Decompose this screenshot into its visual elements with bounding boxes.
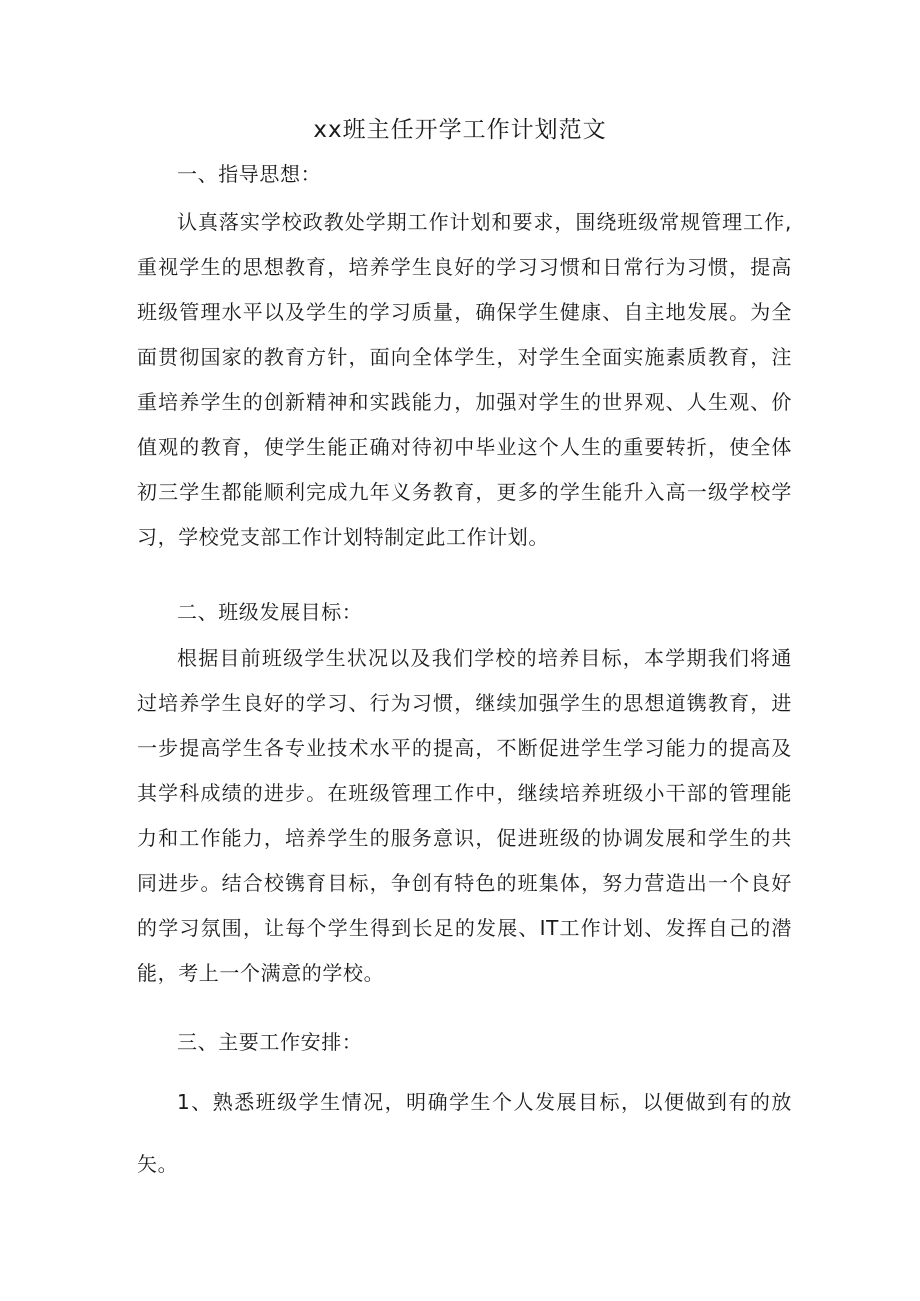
section-paragraph-guiding-ideology: 认真落实学校政教处学期工作计划和要求，围绕班级常规管理工作, 重视学生的思想教育，培养学生良好的学习习惯和日常行为习惯，提高班级管理水平以及学生的学习质量，确保学生健康、自主地发展。为全面贯彻国家的教育方针，面向全体学生，对学生全面实施素质教育，注重培养学生的创新精神和实践能力，加强对学生的世界观、人生观、价值观的教育，使学生能正确对待初中毕业这个人生的重要转折，使全体初三学生都能顺利完成九年义务教育，更多的学生能升入高一级学校学习，学校党支部工作计划特制定此工作计划。: [137, 210, 792, 549]
section-paragraph-main-work: 1、熟悉班级学生情况，明确学生个人发展目标，以便做到有的放矢。: [137, 1090, 792, 1176]
section-heading-class-goals: 二、班级发展目标：: [177, 600, 363, 624]
section-heading-guiding-ideology: 一、指导思想：: [177, 162, 322, 186]
section-heading-main-work: 三、主要工作安排：: [177, 1030, 363, 1054]
section-paragraph-class-goals: 根据目前班级学生状况以及我们学校的培养目标，本学期我们将通过培养学生良好的学习、行为习惯，继续加强学生的思想道镌教育，进一步提高学生各专业技术水平的提高，不断促进学生学习能力的提高及其学科成绩的进步。在班级管理工作中，继续培养班级小干部的管理能力和工作能力，培养学生的服务意识，促进班级的协调发展和学生的共同进步。结合校镌育目标，争创有特色的班集体，努力营造出一个良好的学习氛围，让每个学生得到长足的发展、IT工作计划、发挥自己的潜能，考上一个满意的学校。: [137, 646, 792, 985]
document-title: xx班主任开学工作计划范文: [313, 117, 607, 143]
